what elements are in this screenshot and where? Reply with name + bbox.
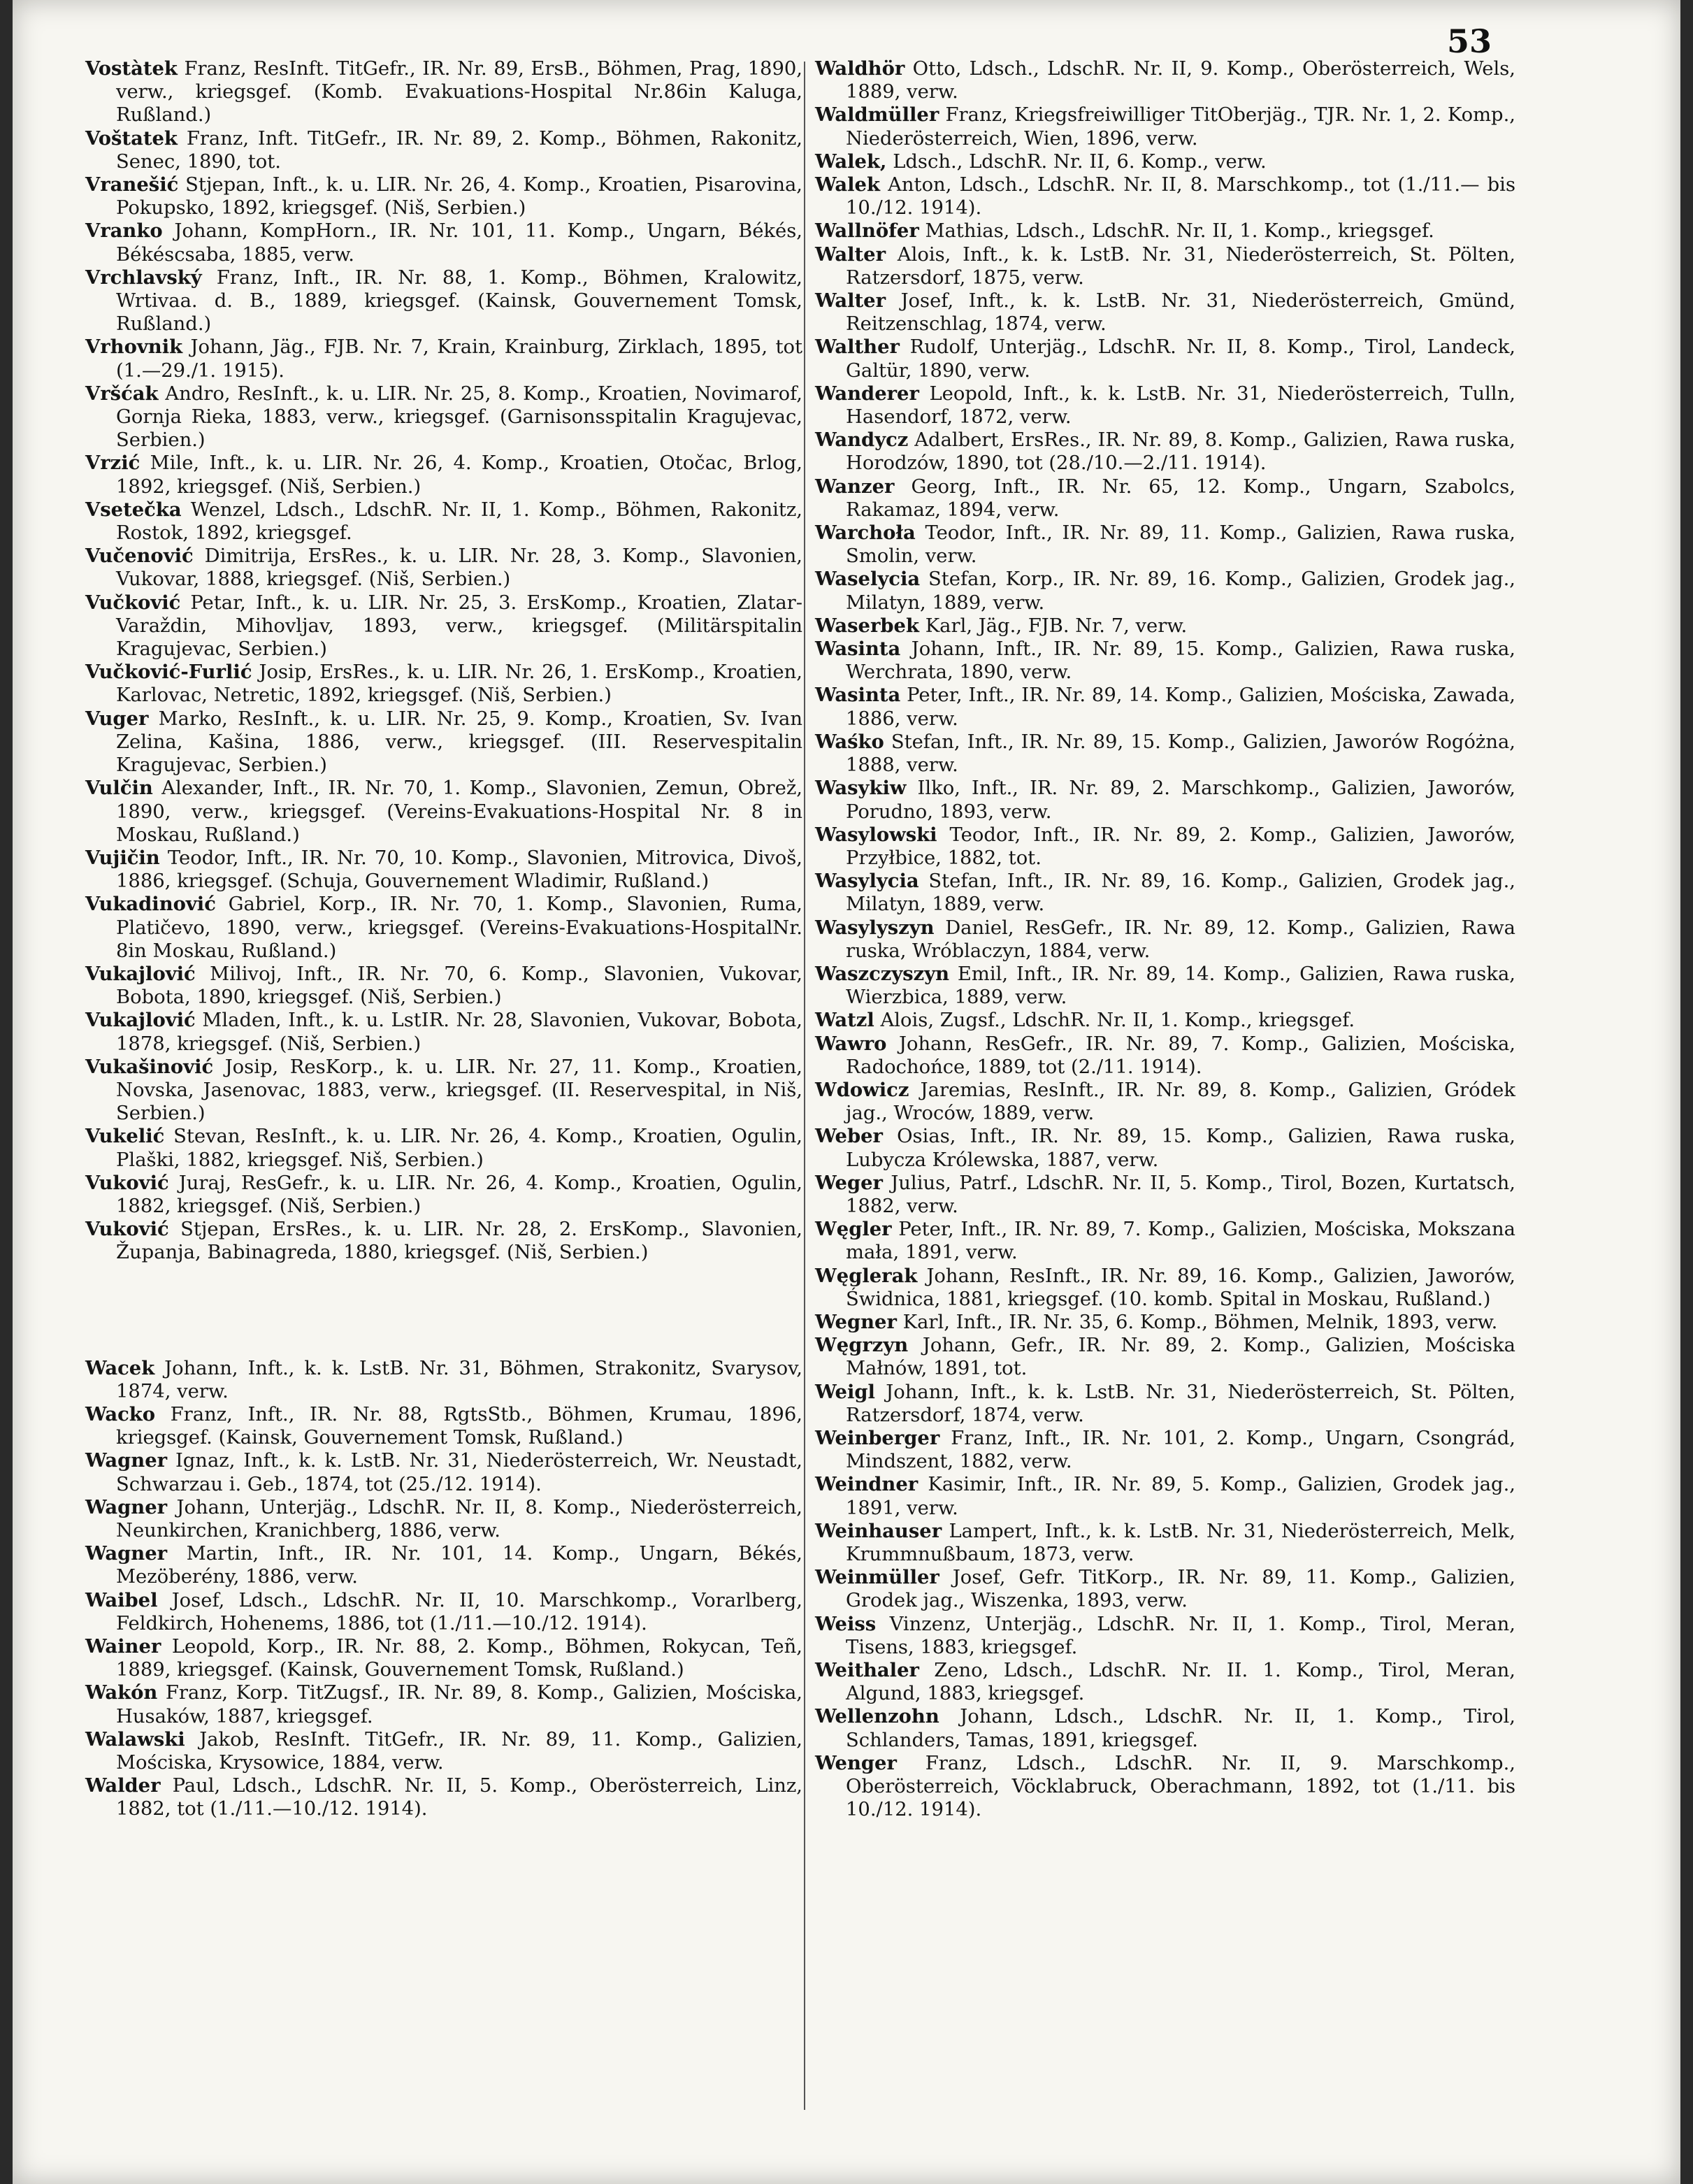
register-entry (815, 173, 1515, 220)
entry-surname: Wdowicz (815, 1078, 909, 1101)
entry-details: Stjepan, Inft., k. u. LIR. Nr. 26, 4. Komp., Kroatien, Pisarovina, Pokupsko, 1892, kriegsgef. (Niš, Serbien.) (116, 174, 802, 220)
entry-details: Stefan, Inft., IR. Nr. 89, 15. Komp., Galizien, Jaworów Rogóżna, 1888, verw. (846, 731, 1515, 777)
entry-surname: Warchoła (815, 522, 916, 545)
register-entry (85, 1218, 802, 1264)
register-entry (85, 1172, 802, 1218)
entry-surname: Waldhör (815, 57, 905, 80)
register-entry (815, 243, 1515, 289)
scan-edge-right (1680, 0, 1693, 2184)
entry-details: Franz, ResInft. TitGefr., IR. Nr. 89, ErsB., Böhmen, Prag, 1890, verw., kriegsgef. (Komb. Evakuations-Hospital Nr.86in Kaluga, Rußland.) (116, 58, 802, 127)
entry-surname: Wenger (815, 1751, 897, 1774)
register-entry (85, 1357, 802, 1403)
register-entry (815, 1473, 1515, 1519)
entry-details: Johann, Unterjäg., LdschR. Nr. II, 8. Komp., Niederösterreich, Neunkirchen, Kranichberg, 1886, verw. (116, 1496, 802, 1542)
entry-details: Stevan, ResInft., k. u. LIR. Nr. 26, 4. Komp., Kroatien, Ogulin, Plaški, 1882, kriegsgef. Niš, Serbien.) (116, 1126, 802, 1171)
entry-surname: Weigl (815, 1380, 875, 1403)
entry-details: Lampert, Inft., k. k. LstB. Nr. 31, Niederösterreich, Melk, Krummnußbaum, 1873, verw. (846, 1520, 1515, 1565)
entry-details: Alois, Zugsf., LdschR. Nr. II, 1. Komp., kriegsgef. (880, 1010, 1355, 1032)
left-column (85, 57, 802, 1821)
entry-details: Franz, Ldsch., LdschR. Nr. II, 9. Marschkomp., Oberösterreich, Vöcklabruck, Oberachmann, 1892, tot (1./11. bis 10./12. 1914). (846, 1752, 1515, 1821)
entry-surname: Weger (815, 1171, 883, 1194)
entry-details: Stjepan, ErsRes., k. u. LIR. Nr. 28, 2. ErsKomp., Slavonien, Županja, Babinagreda, 1880, kriegsgef. (Niš, Serbien.) (116, 1219, 802, 1264)
register-entry (815, 1172, 1515, 1218)
register-entry (85, 1125, 802, 1171)
register-entry (815, 1218, 1515, 1264)
entry-details: Adalbert, ErsRes., IR. Nr. 89, 8. Komp., Galizien, Rawa ruska, Horodzów, 1890, tot (28./10.—2./11. 1914). (846, 429, 1515, 475)
register-entry (85, 127, 802, 173)
register-entry (815, 289, 1515, 336)
entry-details: Johann, ResGefr., IR. Nr. 89, 7. Komp., Galizien, Mościska, Radochońce, 1889, tot (2./11. 1914). (846, 1033, 1515, 1078)
register-entry (85, 661, 802, 707)
entry-details: Gabriel, Korp., IR. Nr. 70, 1. Komp., Slavonien, Ruma, Platičevo, 1890, verw., kriegsgef. (Vereins-Evakuations-HospitalNr. 8in Moskau, Rußland.) (116, 893, 802, 962)
register-entry (815, 1079, 1515, 1125)
entry-details: Teodor, Inft., IR. Nr. 89, 11. Komp., Galizien, Rawa ruska, Smolin, verw. (846, 522, 1515, 568)
register-entry (815, 917, 1515, 963)
entry-details: Josip, ResKorp., k. u. LIR. Nr. 27, 11. Komp., Kroatien, Novska, Jasenovac, 1883, verw., kriegsgef. (II. Reservespital, in Niš, Serbien.) (116, 1056, 802, 1125)
register-entry (815, 429, 1515, 475)
register-entry (85, 1635, 802, 1681)
entry-details: Daniel, ResGefr., IR. Nr. 89, 12. Komp., Galizien, Rawa ruska, Wróblaczyn, 1884, verw. (846, 917, 1515, 962)
register-entry (815, 103, 1515, 150)
entry-surname: Węglerak (815, 1264, 918, 1287)
register-entry (85, 498, 802, 545)
entry-surname: Wasykiw (815, 777, 907, 800)
register-entry (85, 1774, 802, 1820)
entry-surname: Weithaler (815, 1659, 919, 1682)
register-entry (85, 1009, 802, 1055)
entry-details: Ignaz, Inft., k. k. LstB. Nr. 31, Niederösterreich, Wr. Neustadt, Schwarzau i. Geb., 1874, tot (25./12. 1914). (116, 1450, 802, 1495)
entry-details: Franz, Inft., IR. Nr. 88, 1. Komp., Böhmen, Kralowitz, Wrtivaa. d. B., 1889, kriegsgef. (Kainsk, Gouvernement Tomsk, Rußland.) (116, 266, 802, 336)
register-entry (815, 777, 1515, 823)
entry-details: Jaremias, ResInft., IR. Nr. 89, 8. Komp., Galizien, Gródek jag., Wroców, 1889, verw. (846, 1079, 1515, 1125)
entry-surname: Wagner (85, 1542, 168, 1565)
entry-details: Andro, ResInft., k. u. LIR. Nr. 25, 8. Komp., Kroatien, Novimarof, Gornja Rieka, 1883, verw., kriegsgef. (Garnisonsspitalin Kragujevac, Serbien.) (116, 382, 802, 452)
entry-surname: Weinberger (815, 1426, 940, 1449)
entry-details: Mathias, Ldsch., LdschR. Nr. II, 1. Komp., kriegsgef. (925, 220, 1434, 243)
register-entry (815, 1705, 1515, 1751)
entry-surname: Waselycia (815, 568, 921, 591)
entry-surname: Waśko (815, 730, 884, 753)
entry-surname: Walek (815, 173, 880, 196)
entry-details: Karl, Jäg., FJB. Nr. 7, verw. (925, 615, 1188, 637)
register-entry (815, 1520, 1515, 1566)
entry-surname: Vučković-Furlić (85, 661, 252, 684)
entry-surname: Walawski (85, 1727, 185, 1751)
entry-details: Ilko, Inft., IR. Nr. 89, 2. Marschkomp., Galizien, Jaworów, Porudno, 1893, verw. (846, 777, 1515, 823)
scan-edge-left (0, 0, 13, 2184)
entry-surname: Vučković (85, 591, 181, 614)
entry-details: Franz, Korp. TitZugsf., IR. Nr. 89, 8. Komp., Galizien, Mościska, Husaków, 1887, kriegsgef. (116, 1682, 802, 1727)
entry-details: Mile, Inft., k. u. LIR. Nr. 26, 4. Komp., Kroatien, Otočac, Brlog, 1892, kriegsgef. (Niš, Serbien.) (116, 452, 802, 498)
entry-details: Johann, Inft., k. k. LstB. Nr. 31, Niederösterreich, St. Pölten, Ratzersdorf, 1874, verw. (846, 1381, 1515, 1426)
entry-details: Ldsch., LdschR. Nr. II, 6. Komp., verw. (893, 150, 1267, 173)
entry-surname: Wasylowski (815, 823, 937, 846)
entry-details: Johann, Inft., k. k. LstB. Nr. 31, Böhmen, Strakonitz, Svarysov, 1874, verw. (116, 1357, 802, 1402)
entry-details: Josef, Gefr. TitKorp., IR. Nr. 89, 11. Komp., Galizien, Grodek jag., Wiszenka, 1893, verw. (846, 1567, 1515, 1612)
entry-surname: Wagner (85, 1449, 168, 1472)
entry-surname: Vranešić (85, 173, 179, 196)
entry-surname: Wagner (85, 1495, 168, 1518)
entry-details: Alexander, Inft., IR. Nr. 70, 1. Komp., Slavonien, Zemun, Obrež, 1890, verw., kriegsgef. (Vereins-Evakuations-Hospital Nr. 8 in Moskau, Rußland.) (116, 777, 802, 846)
entry-details: Zeno, Ldsch., LdschR. Nr. II. 1. Komp., Tirol, Meran, Algund, 1883, kriegsgef. (846, 1660, 1515, 1705)
left-entries-w (85, 1357, 802, 1821)
entry-surname: Vranko (85, 220, 163, 243)
entry-details: Teodor, Inft., IR. Nr. 70, 10. Komp., Slavonien, Mitrovica, Divoš, 1886, kriegsgef. (Schuja, Gouvernement Wladimir, Rußland.) (116, 847, 802, 893)
register-entry (85, 173, 802, 220)
left-entries-v (85, 57, 802, 1265)
entry-surname: Vujičin (85, 846, 160, 869)
entry-surname: Wanzer (815, 475, 895, 498)
register-entry (815, 1334, 1515, 1380)
entry-surname: Walter (815, 289, 886, 312)
entry-surname: Walter (815, 243, 886, 266)
register-entry (85, 777, 802, 847)
entry-surname: Wanderer (815, 382, 919, 405)
right-entries (815, 57, 1515, 1821)
entry-surname: Wandycz (815, 429, 909, 452)
register-entry (815, 963, 1515, 1009)
entry-surname: Waserbek (815, 614, 919, 637)
register-entry (815, 1125, 1515, 1171)
register-entry (85, 893, 802, 963)
register-entry (85, 1056, 802, 1126)
entry-details: Julius, Patrf., LdschR. Nr. II, 5. Komp., Tirol, Bozen, Kurtatsch, 1882, verw. (846, 1172, 1515, 1217)
entry-surname: Vrzić (85, 452, 141, 475)
entry-surname: Wasylycia (815, 870, 919, 893)
register-entry (85, 963, 802, 1009)
entry-details: Alois, Inft., k. k. LstB. Nr. 31, Niederösterreich, St. Pölten, Ratzersdorf, 1875, verw. (846, 243, 1515, 289)
register-entry (815, 150, 1515, 173)
register-entry (815, 475, 1515, 522)
register-entry (815, 568, 1515, 614)
register-entry (815, 1613, 1515, 1659)
entry-details: Anton, Ldsch., LdschR. Nr. II, 8. Marschkomp., tot (1./11.— bis 10./12. 1914). (846, 174, 1515, 220)
entry-details: Teodor, Inft., IR. Nr. 89, 2. Komp., Galizien, Jaworów, Przyłbice, 1882, tot. (846, 824, 1515, 869)
entry-surname: Vostàtek (85, 57, 178, 80)
entry-details: Wenzel, Ldsch., LdschR. Nr. II, 1. Komp., Böhmen, Rakonitz, Rostok, 1892, kriegsgef. (116, 498, 802, 545)
entry-details: Marko, ResInft., k. u. LIR. Nr. 25, 9. Komp., Kroatien, Sv. Ivan Zelina, Kašina, 1886, verw., kriegsgef. (III. Reservespitalin Kragujevac, Serbien.) (116, 707, 802, 777)
entry-details: Johann, Jäg., FJB. Nr. 7, Krain, Krainburg, Zirklach, 1895, tot (1.—29./1. 1915). (116, 336, 802, 382)
entry-details: Johann, KompHorn., IR. Nr. 101, 11. Komp., Ungarn, Békés, Békéscsaba, 1885, verw. (116, 220, 802, 266)
register-entry (815, 615, 1515, 638)
register-entry (815, 57, 1515, 103)
entry-surname: Vučenović (85, 545, 194, 568)
register-entry (815, 1311, 1515, 1334)
entry-surname: Weiss (815, 1612, 877, 1635)
entry-details: Franz, Inft. TitGefr., IR. Nr. 89, 2. Komp., Böhmen, Rakonitz, Senec, 1890, tot. (116, 127, 802, 173)
entry-details: Juraj, ResGefr., k. u. LIR. Nr. 26, 4. Komp., Kroatien, Ogulin, 1882, kriegsgef. (Niš, Serbien.) (116, 1172, 802, 1217)
entry-surname: Weinhauser (815, 1519, 942, 1542)
entry-surname: Wakón (85, 1681, 158, 1704)
entry-surname: Voštatek (85, 127, 178, 150)
entry-surname: Vulčin (85, 777, 153, 800)
entry-details: Johann, Gefr., IR. Nr. 89, 2. Komp., Galizien, Mościska Małnów, 1891, tot. (846, 1335, 1515, 1380)
entry-details: Johann, Ldsch., LdschR. Nr. II, 1. Komp., Tirol, Schlanders, Tamas, 1891, kriegsgef. (846, 1706, 1515, 1751)
register-entry (815, 1009, 1515, 1032)
entry-details: Leopold, Inft., k. k. LstB. Nr. 31, Niederösterreich, Tulln, Hasendorf, 1872, verw. (846, 382, 1515, 429)
entry-surname: Wasinta (815, 638, 901, 661)
entry-details: Kasimir, Inft., IR. Nr. 89, 5. Komp., Galizien, Grodek jag., 1891, verw. (846, 1474, 1515, 1519)
entry-details: Franz, Inft., IR. Nr. 88, RgtsStb., Böhmen, Krumau, 1896, kriegsgef. (Kainsk, Gouvernement Tomsk, Rußland.) (116, 1403, 802, 1449)
register-entry (815, 1566, 1515, 1612)
register-entry (815, 1265, 1515, 1311)
entry-details: Otto, Ldsch., LdschR. Nr. II, 9. Komp., Oberösterreich, Wels, 1889, verw. (846, 58, 1515, 103)
entry-details: Osias, Inft., IR. Nr. 89, 15. Komp., Galizien, Rawa ruska, Lubycza Królewska, 1887, verw. (846, 1126, 1515, 1171)
register-entry (85, 1589, 802, 1635)
section-gap (85, 1265, 802, 1357)
entry-details: Georg, Inft., IR. Nr. 65, 12. Komp., Ungarn, Szabolcs, Rakamaz, 1894, verw. (846, 475, 1515, 521)
entry-details: Milivoj, Inft., IR. Nr. 70, 6. Komp., Slavonien, Vukovar, Bobota, 1890, kriegsgef. (Niš, Serbien.) (116, 963, 802, 1009)
register-entry (85, 220, 802, 266)
entry-details: Dimitrija, ErsRes., k. u. LIR. Nr. 28, 3. Komp., Slavonien, Vukovar, 1888, kriegsgef. (Niš, Serbien.) (116, 545, 802, 591)
register-entry (815, 382, 1515, 429)
register-entry (85, 847, 802, 893)
entry-surname: Wasylyszyn (815, 916, 935, 939)
entry-details: Peter, Inft., IR. Nr. 89, 14. Komp., Galizien, Mościska, Zawada, 1886, verw. (846, 684, 1515, 730)
register-entry (815, 1427, 1515, 1473)
column-divider (804, 62, 805, 2110)
entry-details: Mladen, Inft., k. u. LstIR. Nr. 28, Slavonien, Vukovar, Bobota, 1878, kriegsgef. (Niš, Serbien.) (116, 1010, 802, 1055)
entry-details: Paul, Ldsch., LdschR. Nr. II, 5. Komp., Oberösterreich, Linz, 1882, tot (1./11.—10./12. 1914). (116, 1775, 802, 1820)
entry-surname: Weinmüller (815, 1566, 939, 1589)
entry-surname: Walek, (815, 150, 887, 173)
register-entry (815, 1381, 1515, 1427)
register-entry (85, 266, 802, 336)
entry-surname: Węgrzyn (815, 1334, 909, 1357)
register-entry (815, 870, 1515, 916)
entry-details: Jakob, ResInft. TitGefr., IR. Nr. 89, 11. Komp., Galizien, Mościska, Krysowice, 1884, verw. (116, 1728, 802, 1774)
entry-surname: Wegner (815, 1310, 897, 1333)
entry-details: Petar, Inft., k. u. LIR. Nr. 25, 3. ErsKomp., Kroatien, Zlatar-Varaždin, Mihovljav, 1893, verw., kriegsgef. (Militärspitalin Kragujevac, Serbien.) (116, 591, 802, 661)
register-entry (815, 522, 1515, 568)
entry-details: Vinzenz, Unterjäg., LdschR. Nr. II, 1. Komp., Tirol, Meran, Tisens, 1883, kriegsgef. (846, 1613, 1515, 1658)
register-entry (815, 731, 1515, 777)
entry-details: Johann, Inft., IR. Nr. 89, 15. Komp., Galizien, Rawa ruska, Werchrata, 1890, verw. (846, 638, 1515, 684)
entry-surname: Weindner (815, 1473, 918, 1496)
register-entry (815, 1659, 1515, 1705)
entry-details: Martin, Inft., IR. Nr. 101, 14. Komp., Ungarn, Békés, Mezöberény, 1886, verw. (116, 1543, 802, 1588)
register-entry (815, 684, 1515, 730)
entry-surname: Vukadinović (85, 893, 216, 916)
entry-surname: Vršćak (85, 382, 159, 405)
entry-surname: Wellenzohn (815, 1705, 939, 1728)
register-entry (85, 452, 802, 498)
entry-surname: Waibel (85, 1588, 158, 1611)
entry-surname: Vukelić (85, 1125, 165, 1148)
entry-details: Leopold, Korp., IR. Nr. 88, 2. Komp., Böhmen, Rokycan, Teñ, 1889, kriegsgef. (Kainsk, Gouvernement Tomsk, Rußland.) (116, 1636, 802, 1681)
entry-surname: Vuković (85, 1218, 169, 1241)
entry-surname: Waszczyszyn (815, 962, 950, 985)
entry-surname: Vukajlović (85, 962, 196, 985)
entry-surname: Walther (815, 336, 900, 359)
register-entry (85, 336, 802, 382)
register-entry (85, 1542, 802, 1588)
entry-details: Josip, ErsRes., k. u. LIR. Nr. 26, 1. ErsKomp., Kroatien, Karlovac, Netretic, 1892, kriegsgef. (Niš, Serbien.) (116, 661, 802, 707)
entry-surname: Vuger (85, 707, 149, 730)
register-entry (85, 1449, 802, 1495)
entry-surname: Vsetečka (85, 498, 182, 521)
entry-details: Franz, Kriegsfreiwilliger TitOberjäg., TJR. Nr. 1, 2. Komp., Niederösterreich, Wien, 1896, verw. (846, 104, 1515, 150)
entry-details: Stefan, Inft., IR. Nr. 89, 16. Komp., Galizien, Grodek jag., Milatyn, 1889, verw. (846, 870, 1515, 916)
entry-details: Karl, Inft., IR. Nr. 35, 6. Komp., Böhmen, Melnik, 1893, verw. (902, 1311, 1498, 1333)
entry-surname: Wawro (815, 1032, 887, 1055)
entry-surname: Vrchlavský (85, 266, 202, 289)
page-number: 53 (1447, 22, 1492, 60)
entry-surname: Vrhovnik (85, 336, 183, 359)
register-entry (85, 545, 802, 591)
entry-details: Josef, Inft., k. k. LstB. Nr. 31, Niederösterreich, Gmünd, Reitzenschlag, 1874, verw. (846, 290, 1515, 336)
right-column (815, 57, 1515, 1821)
register-entry (815, 1033, 1515, 1079)
entry-surname: Wallnöfer (815, 220, 919, 243)
entry-surname: Wainer (85, 1635, 161, 1658)
document-page (13, 0, 1680, 2184)
entry-details: Franz, Inft., IR. Nr. 101, 2. Komp., Ungarn, Csongrád, Mindszent, 1882, verw. (846, 1427, 1515, 1473)
register-entry (85, 382, 802, 452)
entry-details: Rudolf, Unterjäg., LdschR. Nr. II, 8. Komp., Tirol, Landeck, Galtür, 1890, verw. (846, 336, 1516, 382)
entry-surname: Walder (85, 1774, 161, 1797)
entry-details: Peter, Inft., IR. Nr. 89, 7. Komp., Galizien, Mościska, Mokszana mała, 1891, verw. (846, 1219, 1515, 1264)
register-entry (815, 824, 1515, 870)
register-entry (815, 638, 1515, 684)
entry-surname: Wasinta (815, 684, 901, 707)
register-entry (815, 336, 1515, 382)
register-entry (85, 707, 802, 777)
entry-surname: Waldmüller (815, 103, 939, 127)
entry-details: Johann, ResInft., IR. Nr. 89, 16. Komp., Galizien, Jaworów, Świdnica, 1881, kriegsgef. (10. komb. Spital in Moskau, Rußland.) (846, 1265, 1515, 1310)
register-entry (815, 220, 1515, 243)
entry-surname: Wacko (85, 1402, 156, 1425)
register-entry (85, 1728, 802, 1774)
entry-surname: Wacek (85, 1356, 155, 1379)
entry-surname: Weber (815, 1125, 883, 1148)
entry-surname: Węgler (815, 1218, 892, 1241)
entry-surname: Vuković (85, 1171, 169, 1194)
register-entry (85, 1403, 802, 1449)
entry-details: Stefan, Korp., IR. Nr. 89, 16. Komp., Galizien, Grodek jag., Milatyn, 1889, verw. (846, 568, 1515, 614)
register-entry (85, 57, 802, 127)
register-entry (85, 1681, 802, 1727)
register-entry (815, 1752, 1515, 1822)
register-entry (85, 1496, 802, 1542)
register-entry (85, 591, 802, 661)
entry-details: Emil, Inft., IR. Nr. 89, 14. Komp., Galizien, Rawa ruska, Wierzbica, 1889, verw. (846, 963, 1516, 1009)
entry-surname: Watzl (815, 1009, 874, 1032)
entry-surname: Vukašinović (85, 1055, 214, 1078)
entry-surname: Vukajlović (85, 1009, 196, 1032)
entry-details: Josef, Ldsch., LdschR. Nr. II, 10. Marschkomp., Vorarlberg, Feldkirch, Hohenems, 1886, tot (1./11.—10./12. 1914). (116, 1589, 802, 1635)
